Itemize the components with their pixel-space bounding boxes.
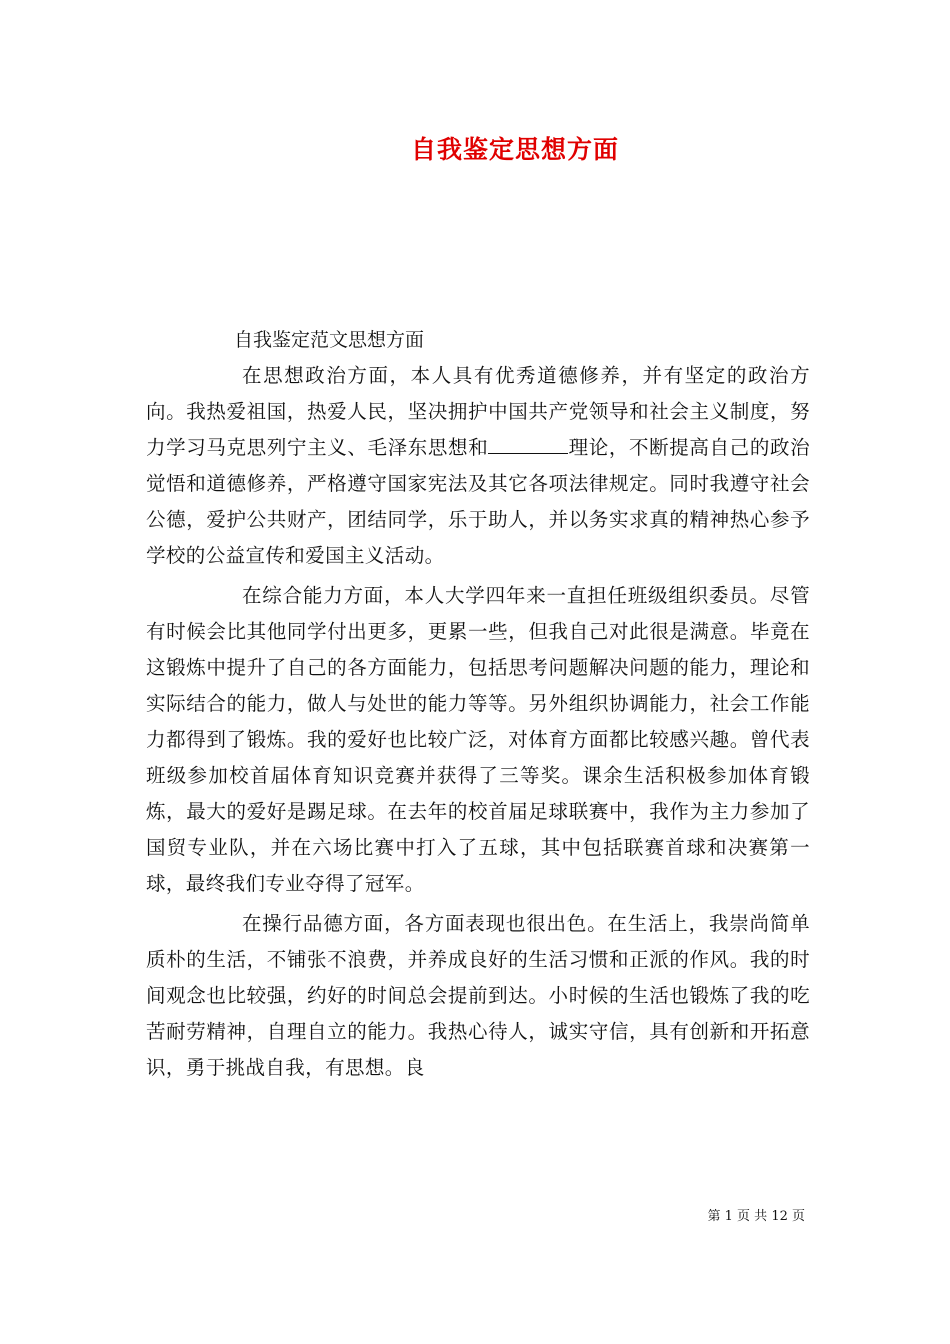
document-body bbox=[146, 322, 810, 1090]
page-number-footer: 第 1 页 共 12 页 bbox=[707, 1209, 805, 1224]
document-title: 自我鉴定思想方面 bbox=[410, 135, 619, 164]
paragraph-political bbox=[146, 358, 810, 574]
fill-in-blank bbox=[488, 435, 568, 454]
document-subtitle: 自我鉴定范文思想方面 bbox=[234, 329, 425, 351]
paragraph-political-part1: 在思想政治方面，本人具有优秀道德修养，并有坚定的政治方向。我热爱祖国，热爱人民，坚决拥护中国共产党领导和社会主义制度，努力学习马克思列宁主义、毛泽东思想和 bbox=[146, 364, 810, 459]
paragraph-character: 在操行品德方面，各方面表现也很出色。在生活上，我崇尚简单质朴的生活，不铺张不浪费，并养成良好的生活习惯和正派的作风。我的时间观念也比较强，约好的时间总会提前到达。小时候的生活也锻炼了我的吃苦耐劳精神，自理自立的能力。我热心待人，诚实守信，具有创新和开拓意识，勇于挑战自我，有思想。良 bbox=[146, 912, 810, 1079]
paragraph-ability: 在综合能力方面，本人大学四年来一直担任班级组织委员。尽管有时候会比其他同学付出更多，更累一些，但我自己对此很是满意。毕竟在这锻炼中提升了自己的各方面能力，包括思考问题解决问题的能力，理论和实际结合的能力，做人与处世的能力等等。另外组织协调能力，社会工作能力都得到了锻炼。我的爱好也比较广泛，对体育方面都比较感兴趣。曾代表班级参加校首届体育知识竞赛并获得了三等奖。课余生活积极参加体育锻炼，最大的爱好是踢足球。在去年的校首届足球联赛中，我作为主力参加了国贸专业队，并在六场比赛中打入了五球，其中包括联赛首球和决赛第一球，最终我们专业夺得了冠军。 bbox=[146, 584, 810, 895]
paragraph-political-part2: 理论，不断提高自己的政治觉悟和道德修养，严格遵守国家宪法及其它各项法律规定。同时我遵守社会公德，爱护公共财产，团结同学，乐于助人，并以务实求真的精神热心参予学校的公益宣传和爱国主义活动。 bbox=[146, 436, 810, 567]
